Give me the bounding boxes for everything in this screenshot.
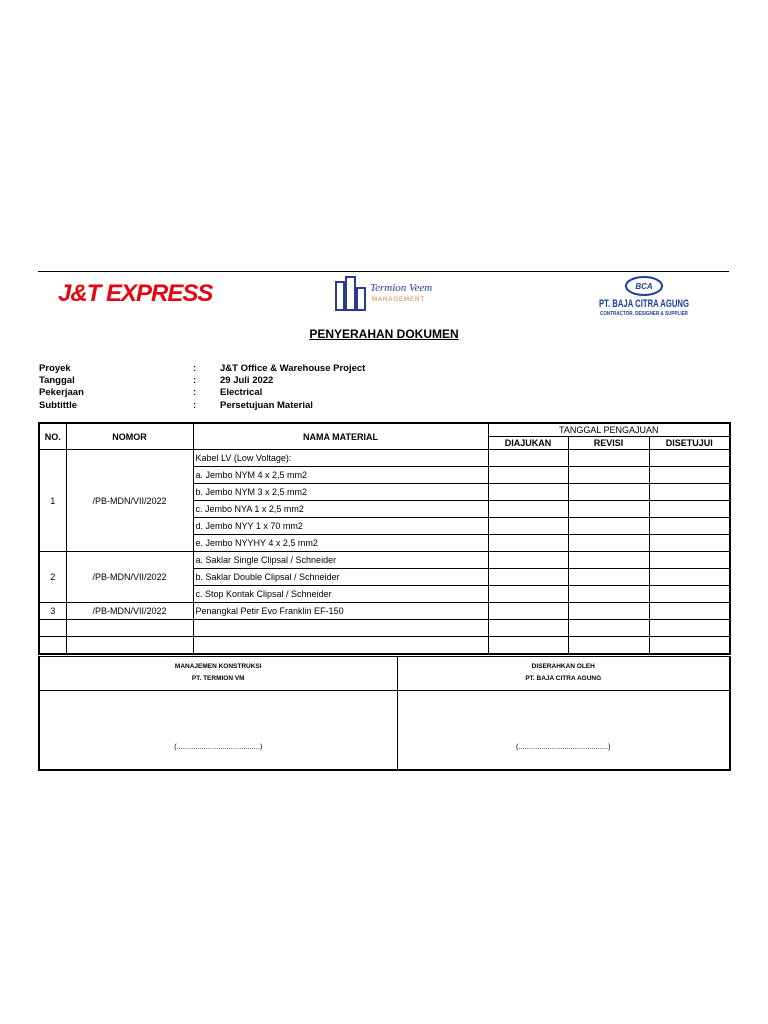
empty-cell[interactable] [488, 620, 568, 637]
info-label: Pekerjaan [39, 387, 84, 399]
empty-cell[interactable] [649, 620, 730, 637]
signature-right-company: PT. BAJA CITRA AGUNG [525, 675, 602, 682]
cell-revisi[interactable] [568, 569, 649, 586]
info-value: J&T Office & Warehouse Project [220, 363, 366, 374]
material-item: a. Saklar Single Clipsal / Schneider [193, 552, 488, 569]
cell-diajukan[interactable] [488, 586, 568, 603]
cell-revisi[interactable] [568, 586, 649, 603]
cell-revisi[interactable] [568, 535, 649, 552]
empty-cell[interactable] [649, 637, 730, 655]
cell-revisi[interactable] [568, 450, 649, 467]
empty-cell[interactable] [568, 620, 649, 637]
table-row [39, 552, 730, 569]
header-tanggal-pengajuan: TANGGAL PENGAJUAN [488, 423, 730, 437]
cell-disetujui[interactable] [649, 569, 730, 586]
cell-revisi[interactable] [568, 484, 649, 501]
signature-line-left: (........................................) [174, 742, 263, 751]
info-label: Tanggal [39, 375, 75, 387]
header-disetujui: DISETUJUI [649, 437, 730, 450]
empty-cell[interactable] [66, 637, 193, 655]
info-colon: : [193, 399, 197, 411]
header-diajukan: DIAJUKAN [488, 437, 568, 450]
signature-table [38, 656, 731, 771]
material-item: c. Jembo NYA 1 x 2,5 mm2 [193, 501, 488, 518]
signature-box-right[interactable] [397, 691, 730, 771]
signature-header-right [397, 657, 730, 691]
cell-diajukan[interactable] [488, 535, 568, 552]
building-icon [336, 277, 365, 310]
info-row-subtittle [39, 400, 439, 412]
row-nomor: /PB-MDN/VII/2022 [66, 603, 193, 620]
cell-disetujui[interactable] [649, 603, 730, 620]
termion-veem-logo [332, 274, 437, 314]
info-colon: : [193, 375, 197, 387]
row-nomor: /PB-MDN/VII/2022 [66, 450, 193, 552]
cell-disetujui[interactable] [649, 450, 730, 467]
jt-express-logo [58, 280, 213, 307]
cell-disetujui[interactable] [649, 552, 730, 569]
material-item: c. Stop Kontak Clipsal / Schneider [193, 586, 488, 603]
tv-logo-sub: MANAGEMENT [372, 297, 426, 303]
top-divider [38, 271, 729, 272]
table-row [39, 450, 730, 467]
material-item: b. Saklar Double Clipsal / Schneider [193, 569, 488, 586]
bca-logo [597, 276, 691, 318]
cell-disetujui[interactable] [649, 484, 730, 501]
empty-cell[interactable] [568, 637, 649, 655]
empty-cell[interactable] [39, 620, 66, 637]
bca-logo-name: PT. BAJA CITRA AGUNG [599, 298, 689, 310]
empty-cell[interactable] [193, 637, 488, 655]
info-colon: : [193, 363, 197, 374]
cell-disetujui[interactable] [649, 467, 730, 484]
info-colon: : [193, 387, 197, 399]
header-nomor: NOMOR [66, 423, 193, 450]
row-no: 2 [39, 552, 66, 603]
cell-revisi[interactable] [568, 552, 649, 569]
table-row-empty [39, 637, 730, 655]
info-row-tanggal [39, 375, 439, 387]
empty-cell[interactable] [488, 637, 568, 655]
cell-disetujui[interactable] [649, 518, 730, 535]
cell-diajukan[interactable] [488, 518, 568, 535]
bca-badge-text: BCA [635, 282, 653, 291]
cell-diajukan[interactable] [488, 552, 568, 569]
empty-cell[interactable] [66, 620, 193, 637]
cell-diajukan[interactable] [488, 569, 568, 586]
row-nomor: /PB-MDN/VII/2022 [66, 552, 193, 603]
cell-diajukan[interactable] [488, 450, 568, 467]
table-row-empty [39, 620, 730, 637]
material-table [38, 422, 731, 655]
material-item: Penangkal Petir Evo Franklin EF-150 [193, 603, 488, 620]
info-value: Persetujuan Material [220, 399, 313, 411]
material-item: Kabel LV (Low Voltage): [193, 450, 488, 467]
cell-diajukan[interactable] [488, 484, 568, 501]
cell-disetujui[interactable] [649, 586, 730, 603]
signature-right-title: DISERAHKAN OLEH [531, 663, 595, 670]
material-item: e. Jembo NYYHY 4 x 2,5 mm2 [193, 535, 488, 552]
cell-revisi[interactable] [568, 603, 649, 620]
material-item: b. Jembo NYM 3 x 2,5 mm2 [193, 484, 488, 501]
material-item: d. Jembo NYY 1 x 70 mm2 [193, 518, 488, 535]
signature-line-right: (...........................................) [515, 742, 611, 751]
document-title: PENYERAHAN DOKUMEN [309, 327, 459, 341]
info-value: Electrical [220, 387, 263, 399]
tv-logo-name: Termion Veem [370, 282, 433, 294]
info-row-proyek [39, 363, 439, 375]
signature-left-title: MANAJEMEN KONSTRUKSI [174, 663, 262, 670]
cell-disetujui[interactable] [649, 501, 730, 518]
info-row-pekerjaan [39, 387, 439, 399]
material-item: a. Jembo NYM 4 x 2,5 mm2 [193, 467, 488, 484]
cell-diajukan[interactable] [488, 467, 568, 484]
signature-left-company: PT. TERMION VM [191, 675, 245, 682]
row-no: 3 [39, 603, 66, 620]
header-revisi: REVISI [568, 437, 649, 450]
info-label: Proyek [39, 363, 71, 374]
row-no: 1 [39, 450, 66, 552]
header-no: NO. [39, 423, 66, 450]
cell-revisi[interactable] [568, 501, 649, 518]
empty-cell[interactable] [193, 620, 488, 637]
bca-logo-tagline: CONTRACTOR, DESIGNER & SUPPLIER [600, 311, 689, 317]
cell-revisi[interactable] [568, 518, 649, 535]
cell-diajukan[interactable] [488, 501, 568, 518]
cell-diajukan[interactable] [488, 603, 568, 620]
cell-revisi[interactable] [568, 467, 649, 484]
signature-box-left[interactable] [39, 691, 397, 771]
signature-header-left [39, 657, 397, 691]
info-label: Subtittle [39, 399, 77, 411]
empty-cell[interactable] [39, 637, 66, 655]
info-value: 29 Juli 2022 [220, 375, 274, 387]
cell-disetujui[interactable] [649, 535, 730, 552]
table-row [39, 603, 730, 620]
jt-logo-text: J&T EXPRESS [58, 280, 213, 307]
header-nama-material: NAMA MATERIAL [193, 423, 488, 450]
project-info [39, 363, 439, 412]
